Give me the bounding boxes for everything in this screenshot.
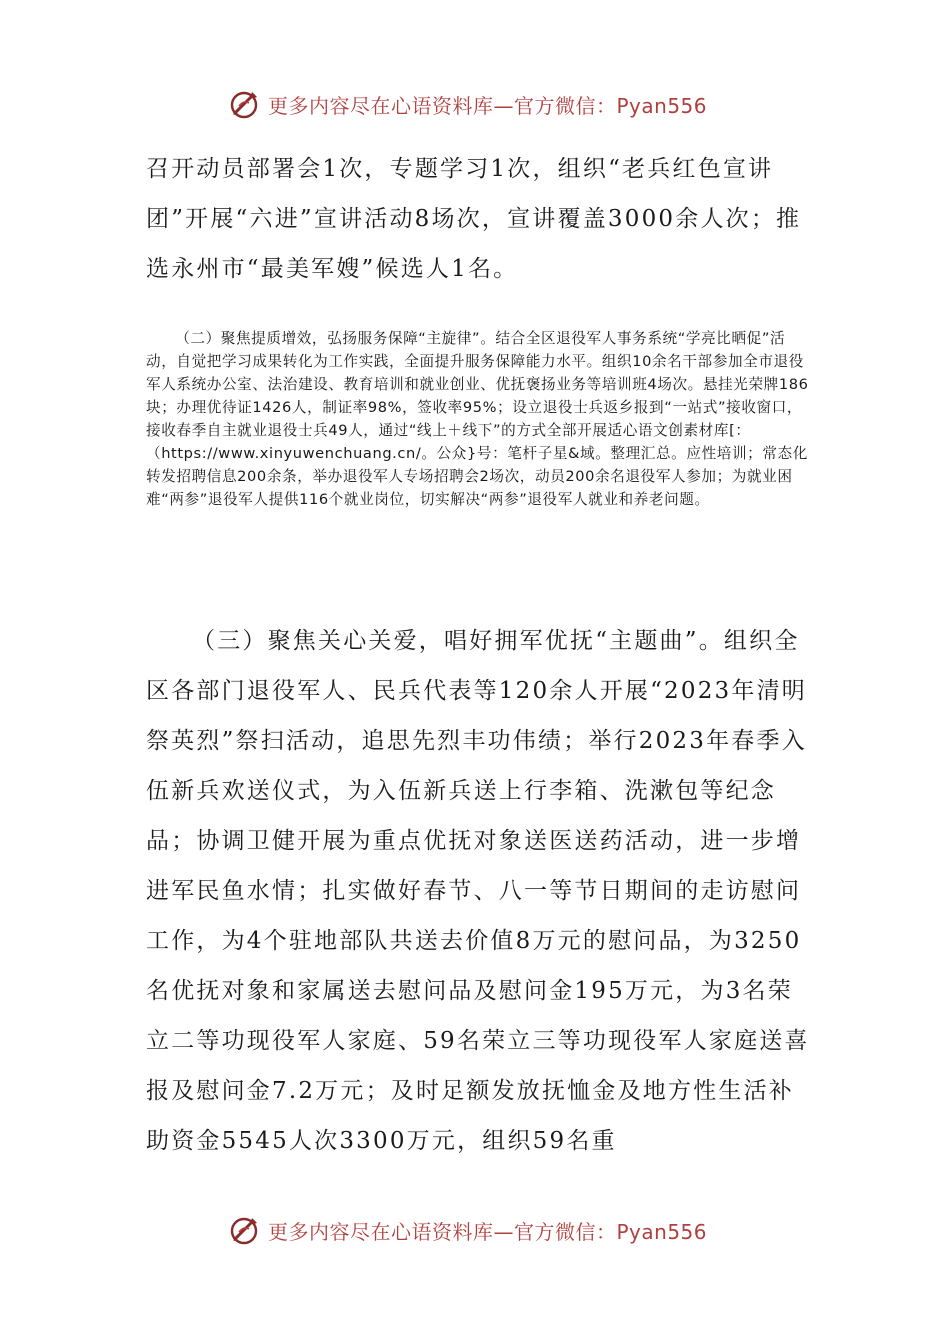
paragraph-section-three: （三）聚焦关心关爱，唱好拥军优抚“主题曲”。组织全区各部门退役军人、民兵代表等120余人开展“2023年清明祭英烈”祭扫活动，追思先烈丰功伟绩；举行2023年春季入伍新兵欢送仪式，为入伍新兵送上行李箱、洗漱包等纪念品；协调卫健开展为重点优抚对象送医送药活动，进一步增进军民鱼水情；扎实做好春节、八一等节日期间的走访慰问工作，为4个驻地部队共送去价值8万元的慰问品，为3250名优抚对象和家属送去慰问品及慰问金195万元，为3名荣立二等功现役军人家庭、59名荣立三等功现役军人家庭送喜报及慰问金7.2万元；及时足额发放抚恤金及地方性生活补助资金5545人次3300万元，组织59名重 — [146, 628, 810, 1154]
pen-circle-logo-icon — [226, 86, 262, 122]
header-banner — [226, 84, 707, 124]
pen-circle-logo-icon — [226, 1212, 262, 1248]
footer-banner — [226, 1210, 707, 1250]
paragraph-section-two: （二）聚焦提质增效，弘扬服务保障“主旋律”。结合全区退役军人事务系统“学亮比晒促”活动，自觉把学习成果转化为工作实践，全面提升服务保障能力水平。组织10余名干部参加全市退役军人系统办公室、法治建设、教育培训和就业创业、优抚褒扬业务等培训班4场次。悬挂光荣牌186块；办理优待证1426人，制证率98%，签收率95%；设立退役士兵返乡报到“一站式”接收窗口，接收春季自主就业退役士兵49人，通过“线上＋线下”的方式全部开展适心语文创素材库[：（https://www.xinyuwenchuang.cn/。公众}号：笔杆子星&域。整理汇总。应性培训；常态化转发招聘信息200余条，举办退役军人专场招聘会2场次，动员200余名退役军人参加；为就业困难“两参”退役军人提供116个就业岗位，切实解决“两参”退役军人就业和养老问题。 — [146, 330, 809, 508]
paragraph-continuation: 召开动员部署会1次，专题学习1次，组织“老兵红色宣讲团”开展“六进”宣讲活动8场次，宣讲覆盖3000余人次；推选永州市“最美军嫂”候选人1名。 — [146, 156, 802, 282]
header-banner-text: 更多内容尽在心语资料库—官方微信：Pyan556 — [268, 93, 708, 118]
footer-banner-text: 更多内容尽在心语资料库—官方微信：Pyan556 — [268, 1219, 708, 1244]
